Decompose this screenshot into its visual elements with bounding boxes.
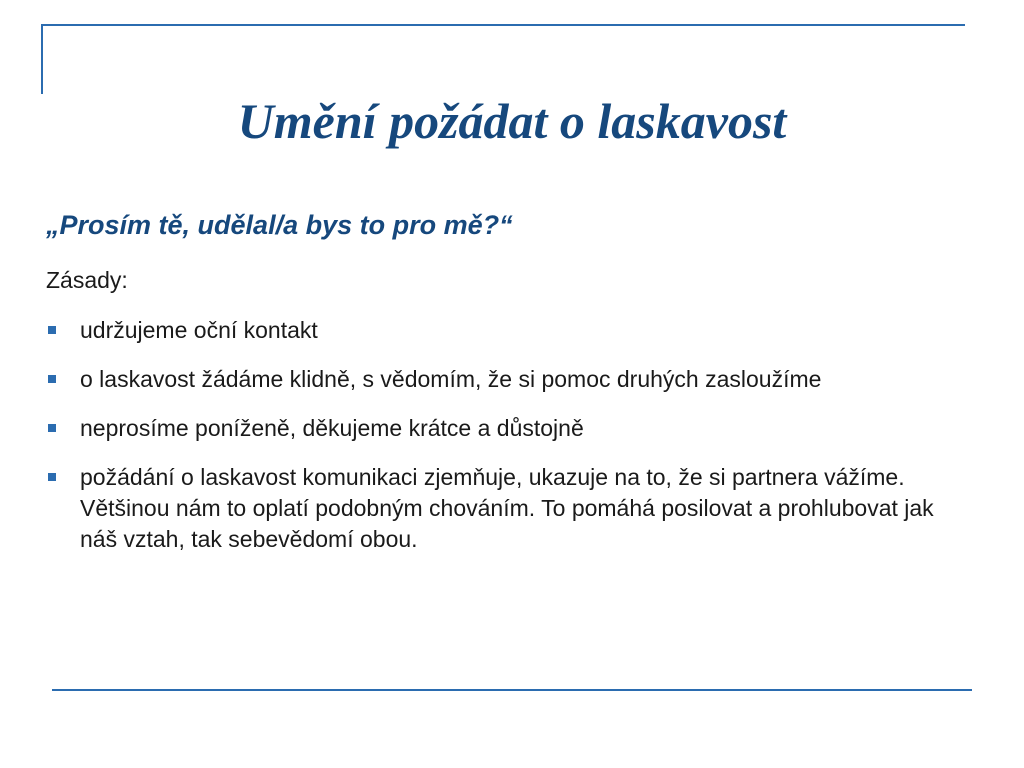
decorative-bottom-line (52, 689, 972, 691)
decorative-top-line (43, 24, 965, 26)
decorative-left-line (41, 24, 43, 94)
list-item (46, 315, 976, 346)
slide-subtitle: „Prosím tě, udělal/a bys to pro mě?“ (46, 210, 513, 240)
square-bullet-icon (48, 326, 56, 334)
square-bullet-icon (48, 375, 56, 383)
square-bullet-icon (48, 424, 56, 432)
square-bullet-icon (48, 473, 56, 481)
principles-label: Zásady: (46, 267, 128, 293)
list-item-text: udržujeme oční kontakt (80, 317, 318, 343)
list-item-text: neprosíme poníženě, děkujeme krátce a důstojně (80, 415, 584, 441)
list-item (46, 462, 976, 555)
list-item (46, 413, 976, 444)
principles-list (46, 315, 976, 573)
list-item-text: o laskavost žádáme klidně, s vědomím, že si pomoc druhých zasloužíme (80, 366, 822, 392)
list-item (46, 364, 976, 395)
slide-title: Umění požádat o laskavost (237, 93, 787, 149)
list-item-text: požádání o laskavost komunikaci zjemňuje, ukazuje na to, že si partnera vážíme. Většinou nám to oplatí podobným chováním. To pomáhá posilovat a prohlubovat jak náš vztah, tak sebevědomí obou. (80, 464, 934, 552)
